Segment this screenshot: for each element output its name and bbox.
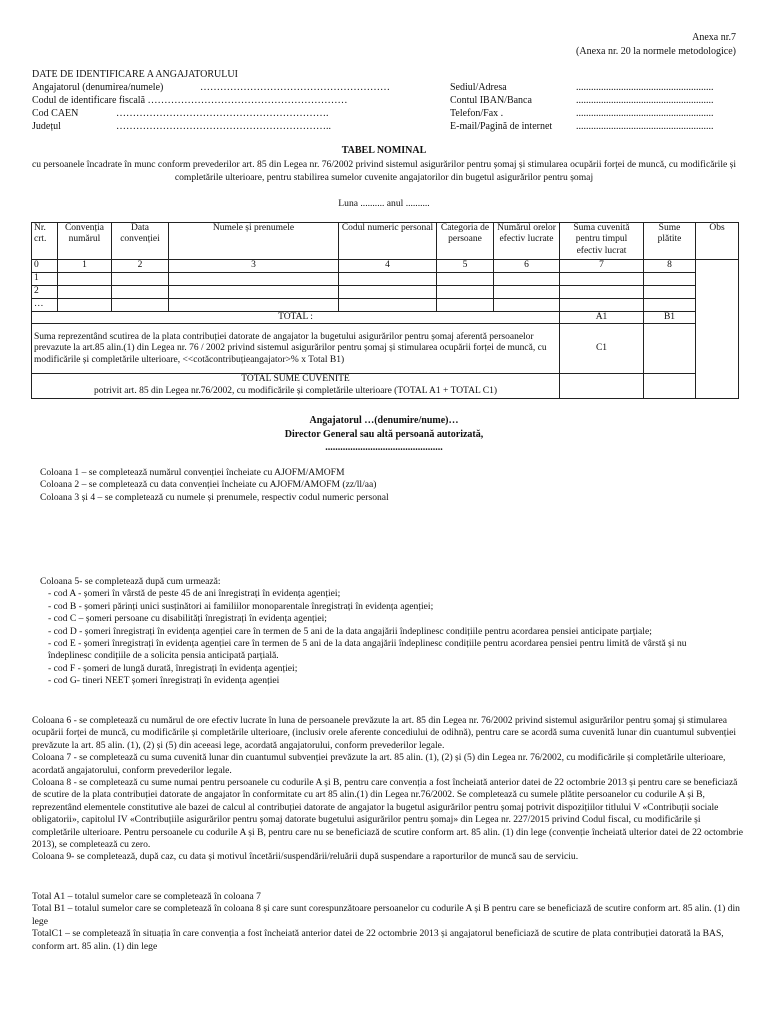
field-address <box>450 82 714 95</box>
signature-line: ............................................... <box>325 442 443 453</box>
col-header: Suma cuvenită pentru timpul efectiv lucrat <box>560 223 644 260</box>
field-label: Angajatorul (denumirea/numele) <box>32 82 164 93</box>
field-dots: ....................................................... <box>576 121 714 132</box>
field-iban <box>450 95 714 108</box>
table-row <box>32 286 739 299</box>
field-dots: ………………………………………………………. <box>116 108 329 119</box>
note-total-b1: Total B1 – totalul sumelor care se completează în coloana 8 și care sunt corespunzătoare persoanelor cu codurile A și B pentru care se beneficiază de scutire conform art. 85 alin. (1) din lege <box>32 903 740 927</box>
note-total-c1: TotalC1 – se completează în situația în care convenția a fost încheiată anterior datei de 22 octombrie 2013 și angajatorul beneficiază de scutire de plata contribuției datorată la BAS, conform art. 85 alin. (1) din lege <box>32 928 724 952</box>
table-header-row <box>32 223 739 260</box>
note-total-a1: Total A1 – totalul sumelor care se completează în coloana 7 <box>32 891 261 902</box>
col-header: Convenția numărul <box>58 223 112 260</box>
field-phone <box>450 108 714 121</box>
note-code-d: - cod D - șomeri înregistrați în evidența agenției care în termen de 5 ani de la data angajării îndeplinesc condițiile pentru acordarea pensiei anticipate parțiale; <box>48 625 652 637</box>
total-b1: B1 <box>644 312 696 324</box>
employer-section-title: DATE DE IDENTIFICARE A ANGAJATORULUI <box>32 69 238 80</box>
exemption-c1: C1 <box>560 324 644 374</box>
field-label: Județul <box>32 121 61 132</box>
field-label: Codul de identificare fiscală <box>32 95 146 106</box>
field-dots: ....................................................... <box>576 95 714 106</box>
note-column-1: Coloana 1 – se completează numărul convenției încheiate cu AJOFM/AMOFM <box>40 467 345 478</box>
index-cell: 6 <box>494 260 560 273</box>
col-header: Sume plătite <box>644 223 696 260</box>
col-header: Categoria de persoane <box>437 223 494 260</box>
annex-subtitle: (Anexa nr. 20 la normele metodologice) <box>576 46 736 57</box>
col-header: Numele și prenumele <box>169 223 339 260</box>
field-employer-name <box>32 82 390 95</box>
field-dots: ....................................................... <box>576 108 714 119</box>
note-code-e: - cod E - șomeri înregistrați în evidența agenției care în termen de 5 ani de la data angajării îndeplinesc condițiile pentru acordarea pensiei pentru limită de vârstă și nu îndeplinesc condițiile de a solicita pensia anticipată parțială. <box>48 638 687 662</box>
index-cell: 2 <box>112 260 169 273</box>
notes-column-5 <box>32 576 732 688</box>
note-code-g: - cod G- tineri NEET șomeri înregistrați în evidența agenției <box>48 675 280 687</box>
note-column-7: Coloana 7 - se completează cu suma cuvenită lunar din cuantumul subvenției prevăzute la art. 85 alin. (1), (2) și (5) din Legea nr. 76/2002, cu modificările și completările ulterioare, acordată angajatorului, conform prevederilor legale. <box>32 752 726 776</box>
field-dots: ....................................................... <box>576 82 714 93</box>
signature-director: Director General sau altă persoană autorizată, <box>284 429 484 440</box>
index-cell: 5 <box>437 260 494 273</box>
table-row <box>32 273 739 286</box>
notes-columns-1-4 <box>32 467 744 504</box>
nominal-table <box>31 222 739 399</box>
note-column-5-intro: Coloana 5- se completează după cum urmează: <box>40 576 221 587</box>
note-column-2: Coloana 2 – se completează cu data convenției încheiate cu AJOFM/AMOFM (zz/ll/aa) <box>40 479 377 491</box>
col-header: Numărul orelor efectiv lucrate <box>494 223 560 260</box>
index-cell: 3 <box>169 260 339 273</box>
col-header: Data convenției <box>112 223 169 260</box>
exemption-text: Suma reprezentând scutirea de la plata contribuției datorate de angajator la bugetului asigurărilor pentru șomaj aferentă persoanelor prevazute la art.85 alin.(1) din Legea nr. 76 / 2002 privind sistemul asigurărilor pentru șomaj și stimularea ocupării forței de muncă, cu modificările și completările ulterioare, <<cotăcontribuțieangajator>% x Total B1) <box>32 324 560 374</box>
table-subtitle: cu persoanele încadrate în munc conform prevederilor art. 85 din Legea nr. 76/2002 privind sistemul asigurărilor pentru șomaj și stimularea ocupării forței de muncă, cu modificările și completările ulterioare, pentru stabilirea sumelor cuvenite angajatorilor din bugetul asigurărilor pentru șomaj <box>31 159 737 183</box>
row-number: 2 <box>32 286 58 299</box>
note-column-6: Coloana 6 - se completează cu numărul de ore efectiv lucrate în luna de persoanele prevăzute la art. 85 din Legea nr. 76/2002 privind sistemul asigurărilor pentru șomaj și stimularea ocupării forței de muncă, cu modificările și completările ulterioare, (inclusiv orele aferente concediului de odihnă), pentru care se acordă suma cuvenită lunar din cuantumul subvenției prevăzute la art. 85 alin. (1), (2) și (5) din aceeasi lege, acordată angajatorului, conform prevederilor legale. <box>32 715 737 751</box>
total-sums-title: TOTAL SUME CUVENITE <box>241 374 350 385</box>
notes-totals <box>32 891 744 953</box>
note-code-b: - cod B - șomeri părinți unici susținători ai familiilor monoparentale înregistrați în evidența agenției; <box>48 600 434 612</box>
index-cell: 8 <box>644 260 696 273</box>
field-label: Sediul/Adresa <box>450 82 507 93</box>
col-header: Codul numeric personal <box>339 223 437 260</box>
total-label: TOTAL : <box>32 312 560 324</box>
field-fiscal-code <box>32 95 348 108</box>
col-header: Nr. crt. <box>32 223 58 260</box>
field-caen-code <box>32 108 329 121</box>
total-sums-subtitle: potrivit art. 85 din Legea nr.76/2002, cu modificările și completările ulterioare (TOTAL A1 + TOTAL C1) <box>93 385 498 396</box>
field-email <box>450 121 714 134</box>
index-cell: 4 <box>339 260 437 273</box>
index-cell: 0 <box>32 260 58 273</box>
field-label: Telefon/Fax . <box>450 108 504 119</box>
row-number: 1 <box>32 273 58 286</box>
note-column-8: Coloana 8 - se completează cu sume numai pentru persoanele cu codurile A și B, pentru care convenția a fost încheiată anterior datei de 22 octombrie 2013 și pentru care se beneficiază de scutire de la plata contribuției datorate de angajator în conformitate cu art 85 alin.(1) din Legea nr.76/2002. Se completează cu sumele plătite persoanelor cu codurile A și B, reprezentând elementele constitutive ale bazei de calcul al contribuției datorate de angajator la bugetul asigurărilor pentru șomaj potrivit dispozițiilor titlului V «Contribuții sociale obligatorii», capitolul IV «Contribuțiile asigurărilor pentru șomaj datorate bugetului asigurărilor pentru șomaj» din Legea nr. 227/2015 privind Codul fiscal, cu modificările și completările ulterioare. Pentru persoanele cu codurile A și B, pentru care nu se beneficiază de scutire conform art. 85 alin. (1) din lege (convenție încheiată ulterior datei de 22 octombrie 2013), se completează cu zero. <box>32 777 743 851</box>
exemption-row <box>32 324 739 374</box>
index-cell: 7 <box>560 260 644 273</box>
field-dots: ……………………………………………………….. <box>116 121 331 132</box>
note-column-3-4: Coloana 3 și 4 – se completează cu numele și prenumele, respectiv codul numeric personal <box>40 491 389 503</box>
total-a1: A1 <box>560 312 644 324</box>
field-dots: ………………………………………………… <box>200 82 390 93</box>
field-label: Contul IBAN/Banca <box>450 95 532 106</box>
row-number: … <box>32 299 58 312</box>
note-code-f: - cod F - șomeri de lungă durată, înregistrați în evidența agenției; <box>48 662 298 674</box>
col-header: Obs <box>696 223 739 260</box>
obs-cell <box>696 260 739 399</box>
note-code-c: - cod C – șomeri persoane cu disabilități înregistrați în evidența agenției; <box>48 613 327 625</box>
table-index-row <box>32 260 739 273</box>
annex-number: Anexa nr.7 <box>692 32 736 43</box>
total-row <box>32 312 739 324</box>
index-cell: 1 <box>58 260 112 273</box>
total-sums-cell <box>32 374 560 399</box>
field-dots: …………………………………………………… <box>147 95 348 106</box>
field-label: Cod CAEN <box>32 108 79 119</box>
signature-employer: Angajatorul …(denumire/nume)… <box>309 415 459 426</box>
month-year-line: Luna .......... anul .......... <box>338 198 430 209</box>
field-label: E-mail/Pagină de internet <box>450 121 553 132</box>
note-code-a: - cod A - șomeri în vârstă de peste 45 de ani înregistrați în evidența agenției; <box>48 588 341 600</box>
note-column-9: Coloana 9- se completează, după caz, cu data și motivul încetării/suspendării/reluării după suspendare a raporturilor de muncă sau de serviciu. <box>32 851 579 863</box>
table-row <box>32 299 739 312</box>
table-title: TABEL NOMINAL <box>341 145 427 156</box>
total-sums-row <box>32 374 739 399</box>
field-county <box>32 121 331 134</box>
notes-columns-6-9 <box>32 715 744 864</box>
